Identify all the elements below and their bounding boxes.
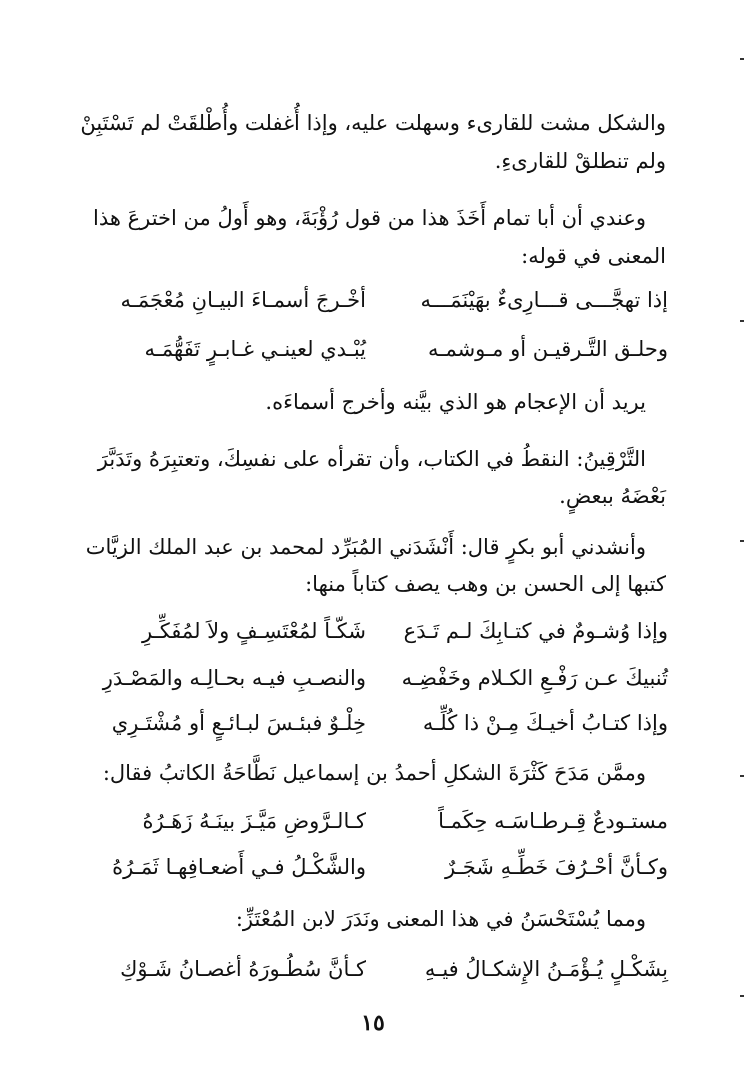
text-line: بَعْضَهُ ببعضٍ. [559,484,666,508]
scan-edge-mark [740,58,744,60]
verse [76,805,668,837]
page-number: ١٥ [361,1010,385,1036]
verse-second-hemistich: يُبْـدي لعينـي غـابـرٍ تَفَهُّمَـه [144,337,366,361]
text-line: كتبها إلى الحسن بن وهب يصف كتاباً منها: [305,572,666,596]
verse [76,953,668,985]
verse-second-hemistich: كـالـرَّوضِ مَيَّـزَ بينَـهُ زَهَـرُهُ [142,809,366,833]
text-line: وأنشدني أبو بكرٍ قال: أَنْشَدَني المُبَرِّد لمحمد بن عبد الملك الزيَّات [85,535,646,559]
scan-edge-mark [740,775,744,777]
verse [76,662,668,694]
verse [76,615,668,647]
text-line: يريد أن الإعجام هو الذي بيَّنه وأخرج أسماءَه. [265,390,646,414]
verse [76,284,668,316]
verse-second-hemistich: أخْـرجَ أسمـاءَ البيـانِ مُعْجَمَـه [120,288,366,312]
verse-second-hemistich: خِلْـوٌ فبئـسَ لبـائـعٍ أو مُشْتَـرِي [111,711,366,735]
text-line: المعنى في قوله: [521,244,666,268]
scan-edge-mark [740,995,744,997]
text-line: وممَّن مَدَحَ كَثْرَةَ الشكلِ أحمدُ بن إسماعيل نَطَّاحَةُ الكاتبُ فقال: [102,761,646,785]
scan-edge-mark [740,540,744,542]
verse-first-hemistich: بِشَكْـلٍ يُـؤْمَـنُ الإِشكـالُ فيـهِ [424,957,668,981]
scan-edge-mark [740,320,744,322]
text-line: والشكل مشت للقارىء وسهلت عليه، وإذا أُغفلت وأُطْلقَتْ لم تَسْتَبِنْ [80,111,666,135]
verse-first-hemistich: مستـودعٌ قِـرطـاسَـه حِكَمـاً [438,809,668,833]
verse-first-hemistich: إذا تهجَّـــى قـــارِىءٌ بهَيْنَمَـــه [420,288,668,312]
verse-second-hemistich: كـأنَّ سُطُـورَهُ أغصـانُ شَـوْكِ [120,957,366,981]
verse [76,851,668,883]
verse-first-hemistich: تُنبيكَ عـن رَفْـعِ الكـلام وخَفْضِـه [401,666,668,690]
text-line: ولم تنطلقْ للقارىءِ. [494,149,666,173]
verse-second-hemistich: والنصـبِ فيـه بحـالِـه والمَصْـدَرِ [102,666,366,690]
verse-first-hemistich: وإذا كتـابُ أخيـكَ مِـنْ ذا كُلِّـه [422,711,668,735]
verse-first-hemistich: وإذا وُشـومٌ في كتـابِكَ لـم تَـدَع [403,619,668,643]
verse-second-hemistich: شَكّـاً لمُعْتَسِـفٍ ولاَ لمُفَكِّـرِ [141,619,366,643]
verse-first-hemistich: وكـأنَّ أحْـرُفَ خَطِّـهِ شَجَـرٌ [445,855,668,879]
verse-second-hemistich: والشَّكْـلُ فـي أَضعـافِهـا ثَمَـرُهُ [112,855,366,879]
verse-first-hemistich: وحلـق التَّـرقيـن أو مـوشمـه [428,337,668,361]
verse [76,333,668,365]
verse [76,707,668,739]
text-line: التَّرْقِينُ: النقطُ في الكتاب، وأن تقرأه على نفسِكَ، وتعتبِرَهُ وتَدَبَّرَ [97,447,646,471]
text-line: وعندي أن أبا تمام أَخَذَ هذا من قول رُؤْبَةَ، وهو أَولُ من اخترعَ هذا [92,206,646,230]
text-line: ومما يُسْتَحْسَنُ في هذا المعنى ونَدَرَ لابن المُعْتَزِّ: [235,907,646,931]
